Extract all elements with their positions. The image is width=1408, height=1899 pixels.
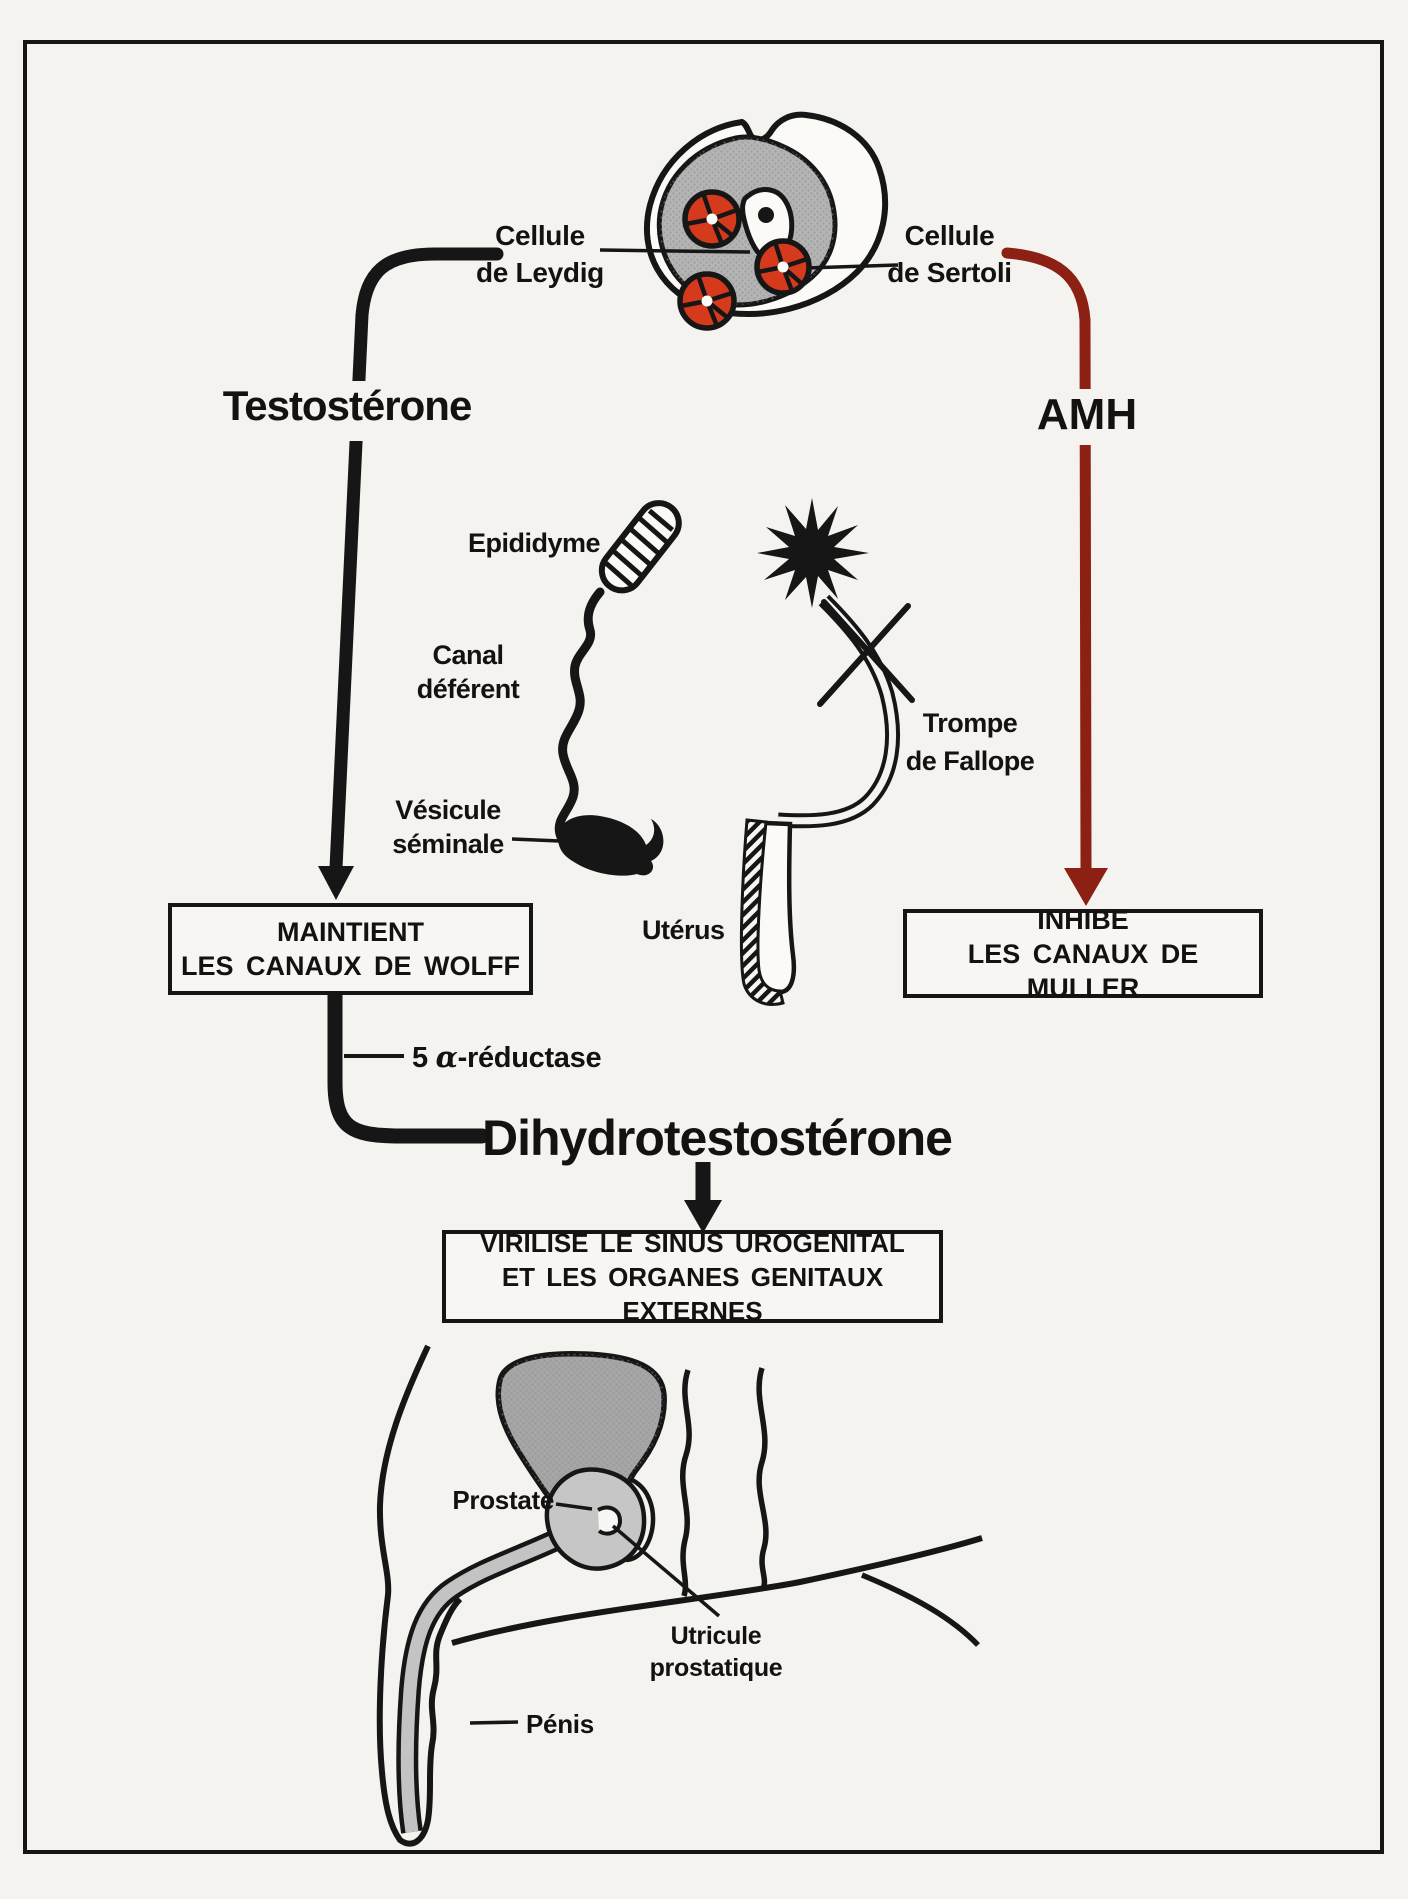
sertoli-cell-label: Cellule de Sertoli	[887, 220, 1012, 288]
x-mark	[820, 602, 912, 704]
uterus-label: Utérus	[642, 915, 725, 945]
leydig-cell-label: Cellule de Leydig	[476, 220, 604, 288]
rectum-line-2	[759, 1368, 766, 1589]
fimbria-shape	[757, 498, 869, 608]
reductase-label: 5 α-réductase	[412, 1040, 602, 1074]
vesicule-seminale-label: Vésicule séminale	[392, 795, 504, 859]
rectum-line-1	[683, 1370, 689, 1596]
testis-illustration	[600, 115, 898, 328]
amh-label: AMH	[1028, 389, 1146, 445]
wolff-box: MAINTIENT LES CANAUX DE WOLFF	[168, 903, 533, 995]
dht-label: Dihydrotestostérone	[482, 1110, 952, 1166]
virilise-box: VIRILISE LE SINUS UROGENITAL ET LES ORGANES GENITAUX EXTERNES	[442, 1230, 943, 1323]
testosterone-label: Testostérone	[222, 381, 472, 441]
canal-deferent-label: Canal déférent	[416, 640, 520, 704]
prostate-label: Prostate	[452, 1485, 554, 1515]
penis-label: Pénis	[526, 1709, 594, 1739]
pelvis-illustration	[380, 1346, 982, 1844]
vesicule-leader-line	[512, 839, 560, 841]
muller-box: INHIBE LES CANAUX DE MULLER	[903, 909, 1263, 998]
trompe-fallope-label: Trompe de Fallope	[905, 708, 1035, 776]
alpha-symbol: α	[435, 1040, 458, 1074]
penis-leader-line	[470, 1722, 518, 1723]
uterus-shape	[741, 820, 793, 1004]
prostate-shape	[547, 1470, 644, 1569]
amh-arrow	[1007, 253, 1108, 906]
utricule-label: Utricule prostatique	[649, 1622, 783, 1682]
seminal-vesicle-shape	[558, 815, 664, 876]
epididyme-label: Epididyme	[468, 528, 601, 558]
